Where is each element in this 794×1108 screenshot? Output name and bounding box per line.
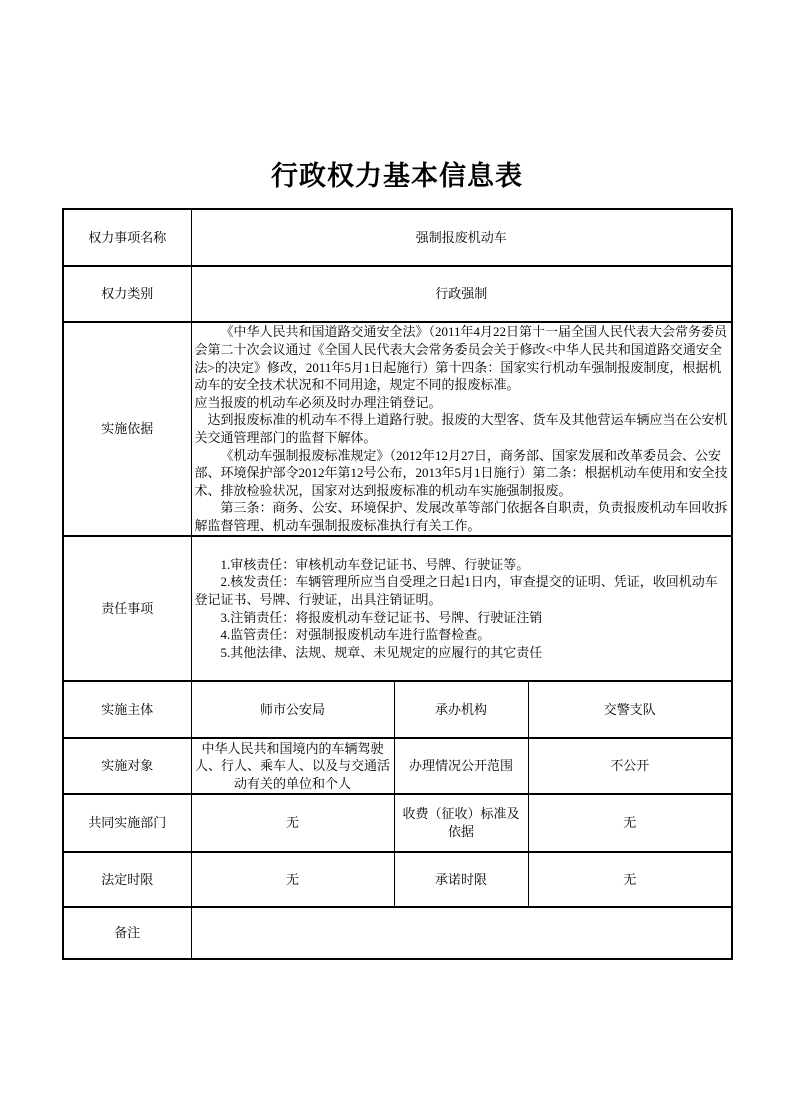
row-value: 无 [191, 852, 394, 907]
row-value [191, 907, 732, 959]
row-implementation-target [63, 738, 732, 794]
row-responsibility-items [63, 536, 732, 681]
row-label: 权力事项名称 [63, 209, 191, 266]
row-label-secondary: 收费（征收）标准及依据 [394, 794, 528, 852]
row-value-secondary: 不公开 [528, 738, 732, 794]
row-label-secondary: 承办机构 [394, 681, 528, 738]
row-label: 责任事项 [63, 536, 191, 681]
row-value: 无 [191, 794, 394, 852]
row-implementing-body [63, 681, 732, 738]
page-title: 行政权力基本信息表 [271, 161, 523, 191]
row-remarks [63, 907, 732, 959]
basis-paragraph: 达到报废标准的机动车不得上道路行驶。报废的大型客、货车及其他营运车辆应当在公安机关交通管理部门的监督下解体。 [194, 412, 728, 445]
basis-paragraph: 第三条：商务、公安、环境保护、发展改革等部门依据各自职责，负责报废机动车回收拆解监督管理、机动车强制报废标准执行有关工作。 [194, 500, 728, 533]
row-label: 法定时限 [63, 852, 191, 907]
row-statutory-time-limit [63, 852, 732, 907]
row-value: 强制报废机动车 [191, 209, 732, 266]
row-label: 备注 [63, 907, 191, 959]
responsibility-item: 1.审核责任：审核机动车登记证书、号牌、行驶证等。 [220, 556, 530, 572]
responsibility-item: 4.监管责任：对强制报废机动车进行监督检查。 [220, 627, 491, 643]
row-value-secondary: 无 [528, 794, 732, 852]
row-value-secondary: 交警支队 [528, 681, 732, 738]
basis-paragraph: 应当报废的机动车必须及时办理注销登记。 [194, 394, 442, 410]
row-label-secondary: 承诺时限 [394, 852, 528, 907]
row-label: 实施依据 [63, 322, 191, 536]
row-value [191, 536, 732, 681]
row-implementation-basis [63, 322, 732, 536]
admin-power-info-table [62, 208, 733, 960]
responsibility-item: 3.注销责任：将报废机动车登记证书、号牌、行驶证注销 [220, 609, 543, 625]
row-label: 权力类别 [63, 266, 191, 322]
row-label: 共同实施部门 [63, 794, 191, 852]
row-label: 实施对象 [63, 738, 191, 794]
row-value-secondary: 无 [528, 852, 732, 907]
row-label: 实施主体 [63, 681, 191, 738]
responsibility-item: 2.核发责任：车辆管理所应当自受理之日起1日内，审查提交的证明、凭证，收回机动车登记证书、号牌、行驶证，出具注销证明。 [194, 574, 718, 607]
basis-paragraph: 《中华人民共和国道路交通安全法》（2011年4月22日第十一届全国人民代表大会常务委员会第二十次会议通过《全国人民代表大会常务委员会关于修改<中华人民共和国道路交通安全法>的决定》修改，2011年5月1日起施行）第十四条：国家实行机动车强制报废制度，根据机动车的安全技术状况和不同用途，规定不同的报废标准。 [194, 324, 728, 393]
row-label-secondary: 办理情况公开范围 [394, 738, 528, 794]
row-power-category [63, 266, 732, 322]
row-joint-implementation-departments [63, 794, 732, 852]
row-value: 行政强制 [191, 266, 732, 322]
row-power-item-name [63, 209, 732, 266]
row-value: 中华人民共和国境内的车辆驾驶人、行人、乘车人、以及与交通活动有关的单位和个人 [191, 738, 394, 794]
responsibility-item: 5.其他法律、法规、规章、未见规定的应履行的其它责任 [220, 644, 543, 660]
row-value: 师市公安局 [191, 681, 394, 738]
basis-paragraph: 《机动车强制报废标准规定》（2012年12月27日，商务部、国家发展和改革委员会、公安部、环境保护部令2012年第12号公布，2013年5月1日施行）第二条：根据机动车使用和安全技术、排放检验状况，国家对达到报废标准的机动车实施强制报废。 [194, 447, 728, 498]
row-value [191, 322, 732, 536]
